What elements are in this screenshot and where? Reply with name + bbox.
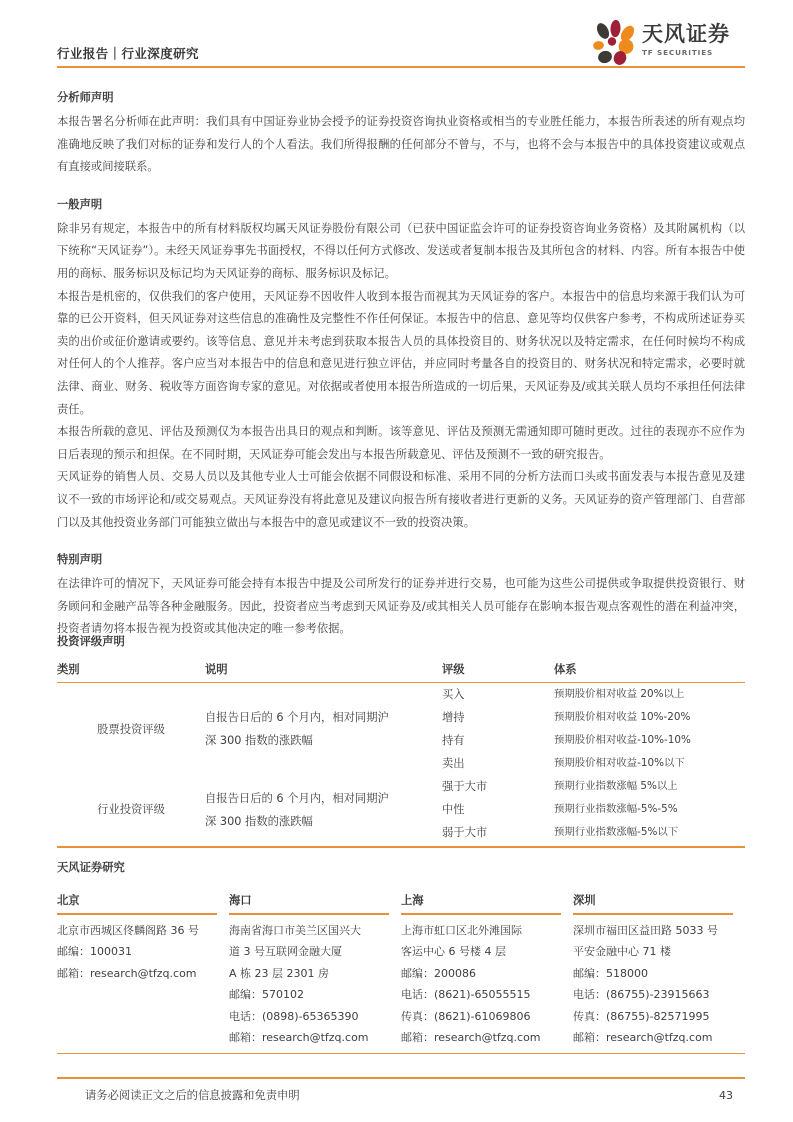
rating-category: 股票投资评级 [97,722,165,736]
rating-description [205,683,442,776]
section-paragraph: 本报告是机密的，仅供我们的客户使用，天风证券不因收件人收到本报告而视其为天风证券的客户。本报告中的信息均来源于我们认为可靠的已公开资料，但天风证券对这些信息的准确性及完整性不作任何保证。本报告中的信息、意见等均仅供客户参考，不构成所述证券买卖的出价或征价邀请或要约。该等信息、意见并未考虑到获取本报告人员的具体投资目的、财务状况以及特定需求，在任何时候均不构成对任何人的个人推荐。客户应当对本报告中的信息和意见进行独立评估，并应同时考量各自的投资目的、财务状况和特定需求，必要时就法律、商业、财务、税收等方面咨询专家的意见。对依据或者使用本报告所造成的一切后果，天风证券及/或其关联人员均不承担任何法律责任。 [57,289,745,416]
office-beijing [57,891,229,1049]
rating-system: 预期股价相对收益-10%-10% [554,734,691,746]
office-fax: 传真：(86755)-82571995 [573,1009,710,1023]
contacts-section-title: 天风证券研究 [57,861,125,874]
office-city-name: 海口 [229,894,252,907]
office-postcode: 邮编：200086 [401,966,476,980]
office-postcode: 邮编：570102 [229,988,304,1001]
logo-wordmark [642,22,745,58]
office-address-line: A 栋 23 层 2301 房 [229,966,329,980]
rating-system: 预期股价相对收益-10%以下 [554,757,685,769]
contacts-section [57,859,745,1054]
office-address-line: 客运中心 6 号楼 4 层 [401,945,506,958]
header-title: 行业报告｜行业深度研究 [57,46,199,61]
column-header-category: 类别 [57,659,205,683]
rating-level: 弱于大市 [442,826,488,839]
office-address-line: 平安金融中心 71 楼 [573,945,671,958]
page-footer [57,1077,745,1103]
rating-table [57,659,745,844]
office-email: 邮箱：research@tfzq.com [229,1031,369,1044]
office-postcode: 邮编：100031 [57,945,132,958]
rating-description-line: 深 300 指数的涨跌幅 [205,734,313,747]
contacts-bottom-divider [57,1053,745,1055]
table-row [57,683,745,707]
office-city-name: 深圳 [573,894,596,907]
logo-name-cn: 天风证券 [642,22,730,46]
rating-description-line: 自报告日后的 6 个月内，相对同期沪 [205,791,389,805]
page-header [57,22,745,68]
section-paragraph: 在法律许可的情况下，天风证券可能会持有本报告中提及公司所发行的证券并进行交易，也可能为这些公司提供或争取提供投资银行、财务顾问和金融产品等各种金融服务。因此，投资者应当考虑到天风证券及/或其相关人员可能存在影响本报告观点客观性的潜在利益冲突，投资者请勿将本报告视为投资或其他决定的唯一参考依据。 [57,577,745,636]
office-email: 邮箱：research@tfzq.com [401,1031,541,1044]
page-number: 43 [719,1088,733,1102]
office-phone: 电话：(0898)-65365390 [229,1009,359,1023]
office-fax: 传真：(8621)-61069806 [401,1009,531,1023]
office-email: 邮箱：research@tfzq.com [573,1031,713,1044]
rating-level: 强于大市 [442,780,488,793]
table-header-row [57,659,745,683]
disclaimer-content [57,88,745,641]
office-address-line: 道 3 号互联网金融大厦 [229,945,342,958]
section-analyst-statement [57,88,745,179]
column-header-description: 说明 [205,659,442,683]
rating-level: 卖出 [442,757,465,770]
office-divider [229,913,389,915]
office-shenzhen [573,891,745,1049]
office-postcode: 邮编：518000 [573,966,648,980]
contacts-columns [57,891,745,1049]
office-phone: 电话：(86755)-23915663 [573,988,710,1001]
rating-system: 预期股价相对收益 20%以上 [554,688,685,700]
rating-system: 预期行业指数涨幅 5%以上 [554,780,678,792]
section-paragraph: 除非另有规定，本报告中的所有材料版权均属天风证券股份有限公司（已获中国证监会许可的证券投资咨询业务资格）及其附属机构（以下统称“天风证券”）。未经天风证券事先书面授权，不得以任何方式修改、发送或者复制本报告及其所包含的材料、内容。所有本报告中使用的商标、服务标识及标记均为天风证券的商标、服务标识及标记。 [57,221,745,280]
section-title: 一般声明 [57,197,103,211]
office-address-line: 上海市虹口区北外滩国际 [401,923,522,937]
rating-table-bottom-divider [57,846,745,848]
section-paragraph: 本报告署名分析师在此声明：我们具有中国证券业协会授予的证券投资咨询执业资格或相当的专业胜任能力，本报告所表述的所有观点均准确地反映了我们对标的证券和发行人的个人看法。我们所得报酬的任何部分不曾与，不与，也将不会与本报告中的具体投资建议或观点有直接或间接联系。 [57,115,745,174]
office-divider [401,913,561,915]
rating-section-title: 投资评级声明 [57,635,125,648]
rating-level: 买入 [442,688,465,701]
rating-description [205,775,442,844]
section-title: 特别声明 [57,553,103,567]
header-divider [57,66,745,68]
column-header-system: 体系 [554,659,745,683]
investment-rating-section [57,633,745,848]
company-logo [590,20,745,66]
rating-category: 行业投资评级 [97,803,165,816]
rating-description-line: 深 300 指数的涨跌幅 [205,814,313,828]
office-divider [573,913,733,915]
office-phone: 电话：(8621)-65055515 [401,988,531,1001]
section-paragraph: 本报告所载的意见、评估及预测仅为本报告出具日的观点和判断。该等意见、评估及预测无需通知即可随时更改。过往的表现亦不应作为日后表现的预示和担保。在不同时期，天风证券可能会发出与本报告所载意见、评估及预测不一致的研究报告。 [57,425,745,461]
office-city-name: 上海 [401,894,424,907]
rating-system: 预期股价相对收益 10%-20% [554,711,691,723]
table-row [57,775,745,798]
rating-level: 持有 [442,734,465,747]
rating-system: 预期行业指数涨幅-5%-5% [554,803,678,815]
office-city-name: 北京 [57,894,80,907]
footer-content [57,1079,745,1103]
logo-name-en: TF SECURITIES [642,48,714,57]
rating-level: 中性 [442,803,465,816]
office-shanghai [401,891,573,1049]
rating-system: 预期行业指数涨幅-5%以下 [554,826,679,838]
office-email: 邮箱：research@tfzq.com [57,966,197,980]
section-paragraph: 天风证券的销售人员、交易人员以及其他专业人士可能会依据不同假设和标准、采用不同的分析方法而口头或书面发表与本报告意见及建议不一致的市场评论和/或交易观点。天风证券没有将此意见及建议向报告所有接收者进行更新的义务。天风证券的资产管理部门、自营部门以及其他投资业务部门可能独立做出与本报告中的意见或建议不一致的投资决策。 [57,470,745,529]
rating-level: 增持 [442,711,465,724]
section-special-statement [57,550,745,641]
rating-description-line: 自报告日后的 6 个月内，相对同期沪 [205,711,389,724]
office-address-line: 深圳市福田区益田路 5033 号 [573,923,718,937]
office-divider [57,913,217,915]
office-address-line: 北京市西城区佟麟阁路 36 号 [57,923,199,937]
footer-disclaimer-text: 请务必阅读正文之后的信息披露和免责申明 [85,1088,300,1102]
office-haikou [229,891,401,1049]
office-address-line: 海南省海口市美兰区国兴大 [229,923,361,937]
section-title: 分析师声明 [57,91,114,104]
logo-flower-icon [590,20,640,66]
column-header-rating: 评级 [442,659,554,683]
section-general-statement [57,195,745,534]
